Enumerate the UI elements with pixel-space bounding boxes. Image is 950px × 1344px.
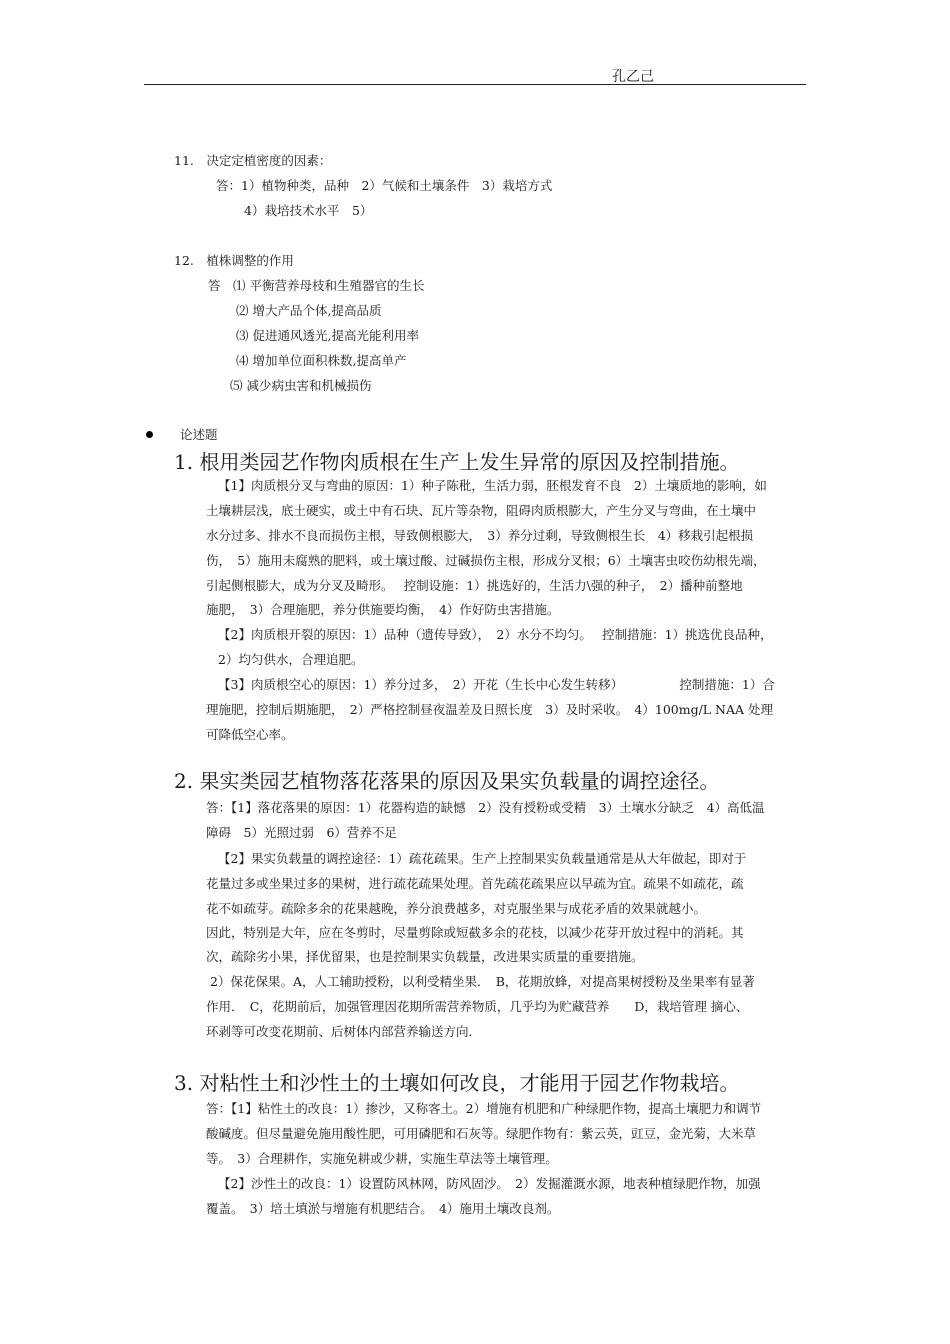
essay1-line: 【1】肉质根分叉与弯曲的原因：1）种子陈秕，生活力弱，胚根发育不良 2）土壤质地的影响，如 [218, 478, 767, 493]
essay3-title: 3. 对粘性土和沙性土的土壤如何改良，才能用于园艺作物栽培。 [174, 1071, 740, 1095]
essay1-line: 【3】肉质根空心的原因：1）养分过多， 2）开花（生长中心发生转移） 控制措施：1）合 [218, 677, 775, 692]
essay1-line: 引起侧根膨大，成为分叉及畸形。 控制设施：1）挑选好的，生活力\强的种子， 2）播种前整地 [206, 578, 743, 593]
essay2-line: 次，疏除劣小果，择优留果，也是控制果实负载量，改进果实质量的重要措施。 [206, 949, 644, 964]
section-title: 论述题 [180, 427, 218, 442]
q12-title: 12. 植株调整的作用 [174, 253, 294, 268]
essay1-line: 施肥， 3）合理施肥，养分供施要均衡， 4）作好防虫害措施。 [206, 602, 560, 617]
essay3-line: 【2】沙性土的改良：1）设置防风林网，防风固沙。 2）发掘灌溉水源，地表种植绿肥作物，加强 [218, 1176, 761, 1191]
header-rule [144, 84, 806, 85]
bullet-icon [146, 431, 153, 438]
q11-line: 答：1）植物种类，品种 2）气候和土壤条件 3）栽培方式 [216, 178, 553, 193]
essay1-line: 伤， 5）施用未腐熟的肥料，或土壤过酸、过碱损伤主根，形成分叉根；6）土壤害虫咬伤幼根先端， [206, 553, 766, 568]
essay1-line: 2）均匀供水，合理追肥。 [218, 652, 364, 667]
essay2-line: 花不如疏芽。疏除多余的花果越晚，养分浪费越多，对克服坐果与成花矛盾的效果就越小。 [206, 901, 707, 916]
essay2-line: 障碍 5）光照过弱 6）营养不足 [206, 825, 397, 840]
essay2-line: 环剥等可改变花期前、后树体内部营养输送方向． [206, 1024, 482, 1039]
essay2-line: 因此，特别是大年，应在冬剪时，尽量剪除或短截多余的花枝，以减少花芽开放过程中的消耗。其 [206, 925, 744, 940]
q12-line: ⑷ 增加单位面积株数,提高单产 [236, 353, 407, 368]
essay1-line: 土壤耕层浅，底土硬实，或土中有石块、瓦片等杂物，阻碍肉质根膨大，产生分叉与弯曲，在土壤中 [206, 503, 757, 518]
q12-line: ⑶ 促进通风透光,提高光能利用率 [236, 328, 419, 343]
essay2-line: 2）保花保果。A，人工辅助授粉，以利受精坐果． B，花期放蜂，对提高果树授粉及坐果率有显著 [210, 974, 755, 989]
essay1-line: 【2】肉质根开裂的原因：1）品种（遗传导致）， 2）水分不均匀。 控制措施：1）挑选优良品种， [218, 627, 773, 642]
q12-line: ⑵ 增大产品个体,提高品质 [236, 303, 382, 318]
essay1-line: 可降低空心率。 [206, 727, 294, 742]
q11-line: 4）栽培技术水平 5） [244, 203, 373, 218]
essay1-line: 水分过多、排水不良而损伤主根，导致侧根膨大， 3）养分过剩，导致侧根生长 4）移栽引起根损 [206, 528, 754, 543]
essay3-line: 酸碱度。但尽量避免施用酸性肥，可用磷肥和石灰等。绿肥作物有：紫云英，豇豆，金光菊，大米草 [206, 1126, 757, 1141]
essay1-title: 1. 根用类园艺作物肉质根在生产上发生异常的原因及控制措施。 [174, 450, 740, 474]
essay2-line: 花量过多或坐果过多的果树，进行疏花疏果处理。首先疏花疏果应以早疏为宜。疏果不如疏花，疏 [206, 876, 744, 891]
essay3-line: 等。 3）合理耕作，实施免耕或少耕，实施生草法等土壤管理。 [206, 1151, 558, 1166]
essay2-line: 答：【1】落花落果的原因：1）花器构造的缺憾 2）没有授粉或受精 3）土壤水分缺乏 4）高低温 [206, 800, 765, 815]
header-name: 孔乙己 [612, 69, 654, 85]
essay2-title: 2. 果实类园艺植物落花落果的原因及果实负载量的调控途径。 [174, 769, 720, 793]
essay3-line: 覆盖。 3）培土填淤与增施有机肥结合。 4）施用土壤改良剂。 [206, 1201, 560, 1216]
essay2-line: 【2】果实负载量的调控途径：1）疏花疏果。生产上控制果实负载量通常是从大年做起，即对于 [218, 851, 747, 866]
q12-line: ⑸ 减少病虫害和机械损伤 [230, 378, 372, 393]
q12-line: 答 ⑴ 平衡营养母枝和生殖器官的生长 [208, 278, 425, 293]
q11-title: 11. 决定定植密度的因素： [174, 153, 332, 168]
essay3-line: 答：【1】粘性土的改良：1）掺沙，又称客土。2）增施有机肥和广种绿肥作物，提高土壤肥力和调节 [206, 1101, 762, 1116]
essay1-line: 理施肥，控制后期施肥， 2）严格控制昼夜温差及日照长度 3）及时采收。 4）100mg/L NAA 处理 [206, 702, 774, 717]
essay2-line: 作用． C，花期前后，加强管理因花期所需营养物质，几乎均为贮藏营养 D，栽培管理 摘心、 [206, 999, 749, 1014]
